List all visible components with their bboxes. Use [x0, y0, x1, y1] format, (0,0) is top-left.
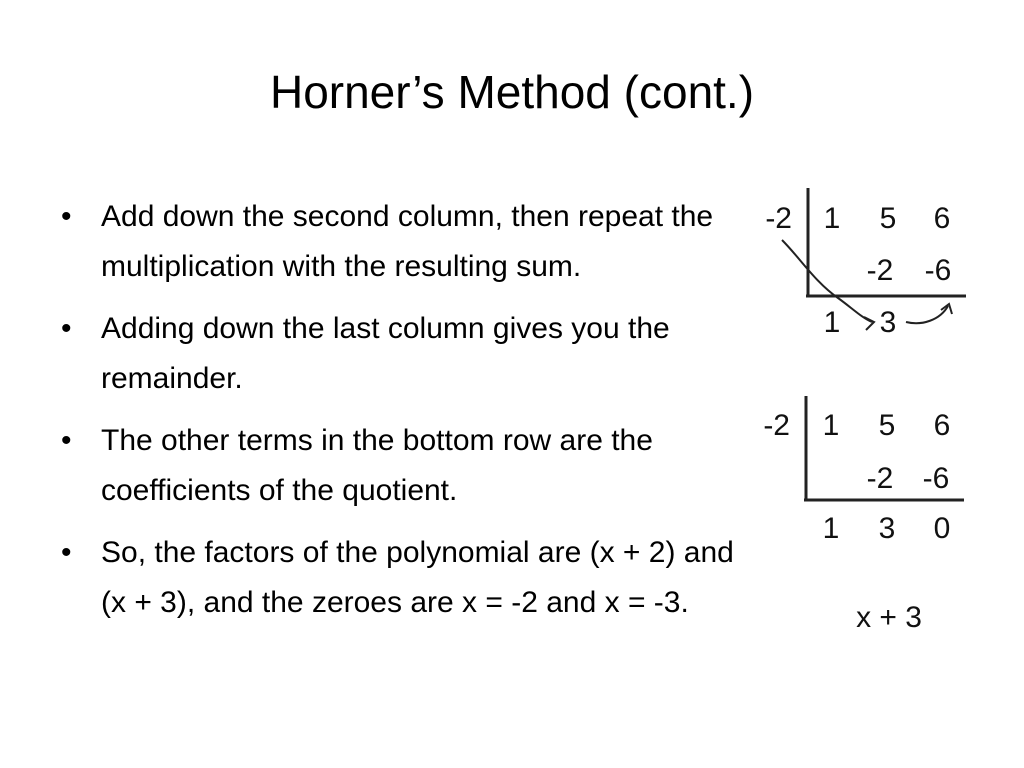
bullet-glyph: •	[61, 200, 72, 233]
result-cell: 3	[879, 306, 897, 339]
divisor-value: -2	[765, 202, 792, 235]
remainder-cell: 0	[933, 512, 951, 545]
coefficient-cell: 5	[879, 202, 897, 235]
divisor-value: -2	[763, 409, 790, 442]
synthetic-division-step-1	[765, 188, 966, 339]
quotient-expression: x + 3	[856, 601, 922, 634]
coefficient-cell: 6	[933, 409, 951, 442]
result-cell: 1	[823, 306, 841, 339]
product-cell: -2	[866, 462, 894, 495]
bullet-text: Add down the second column, then repeat the multiplication with the resulting sum.	[101, 200, 714, 283]
bullet-text: Adding down the last column gives you the remainder.	[101, 312, 670, 395]
product-cell: -2	[866, 254, 894, 287]
product-cell: -6	[922, 462, 950, 495]
bullet-text: The other terms in the bottom row are the coefficients of the quotient.	[101, 424, 653, 507]
result-cell: 1	[822, 512, 840, 545]
coefficient-cell: 1	[823, 202, 841, 235]
bullet-glyph: •	[61, 424, 72, 457]
coefficient-cell: 5	[878, 409, 896, 442]
bullet-glyph: •	[61, 312, 72, 345]
synthetic-division-step-2	[763, 396, 964, 545]
result-cell: 3	[878, 512, 896, 545]
product-cell: -6	[924, 254, 952, 287]
slide-title: Horner’s Method (cont.)	[269, 66, 755, 118]
coefficient-cell: 1	[822, 409, 840, 442]
bullet-glyph: •	[61, 536, 72, 569]
bullet-text: So, the factors of the polynomial are (x + 2) and (x + 3), and the zeroes are x = -2 and x = -3.	[101, 536, 734, 619]
coefficient-cell: 6	[933, 202, 951, 235]
